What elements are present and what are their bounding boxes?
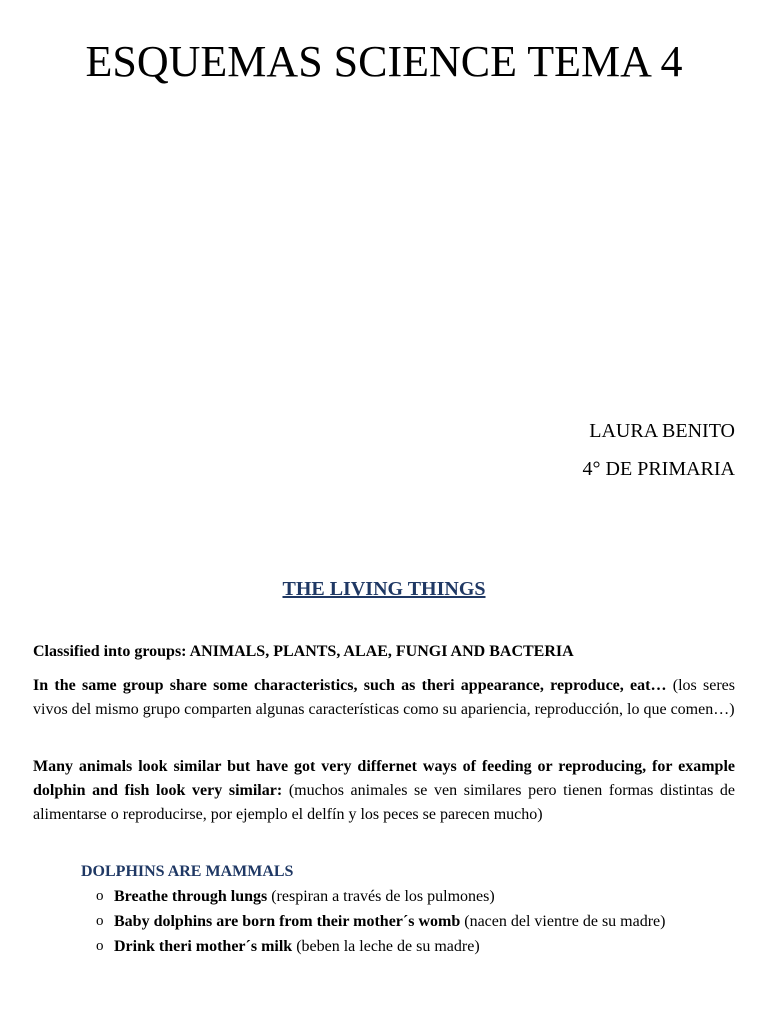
list-item xyxy=(96,934,735,959)
bullet-circle-icon: o xyxy=(96,888,104,904)
list-item-bold: Drink theri mother´s milk xyxy=(114,938,293,955)
bullet-circle-icon: o xyxy=(96,938,104,954)
paragraph-characteristics-bold: In the same group share some characteristics, such as theri appearance, reproduce, eat… xyxy=(33,677,667,694)
paragraph-similar-animals-bold: Many animals look similar but have got very differnet ways of feeding or reproducing, for example dolphin and fish look very similar: xyxy=(33,758,735,799)
list-item xyxy=(96,909,735,934)
paragraph-characteristics-translation: (los seres vivos del mismo grupo comparten algunas características como su apariencia, reproducción, lo que comen…) xyxy=(33,677,735,718)
list-item-translation: (beben la leche de su madre) xyxy=(296,938,480,955)
list-item xyxy=(96,884,735,909)
list-item-translation: (nacen del vientre de su madre) xyxy=(464,913,666,930)
paragraph-characteristics xyxy=(33,674,735,722)
paragraph-groups xyxy=(33,640,735,664)
document-title: ESQUEMAS SCIENCE TEMA 4 xyxy=(85,37,683,86)
bullet-circle-icon: o xyxy=(96,913,104,929)
paragraph-similar-animals xyxy=(33,755,735,827)
paragraph-groups-bold: Classified into groups: ANIMALS, PLANTS, ALAE, FUNGI AND BACTERIA xyxy=(33,643,574,660)
list-item-bold: Baby dolphins are born from their mother´s womb xyxy=(114,913,461,930)
dolphin-facts-list xyxy=(96,884,735,959)
paragraph-similar-animals-translation: (muchos animales se ven similares pero tienen formas distintas de alimentarse o reproducirse, por ejemplo el delfín y los peces se parecen mucho) xyxy=(33,782,736,823)
section-title: THE LIVING THINGS xyxy=(282,578,486,600)
author-grade: 4° DE PRIMARIA xyxy=(582,458,735,480)
list-item-bold: Breathe through lungs xyxy=(114,888,268,905)
subheading-dolphins: DOLPHINS ARE MAMMALS xyxy=(81,863,294,880)
author-name: LAURA BENITO xyxy=(589,420,735,442)
list-item-translation: (respiran a través de los pulmones) xyxy=(271,888,495,905)
